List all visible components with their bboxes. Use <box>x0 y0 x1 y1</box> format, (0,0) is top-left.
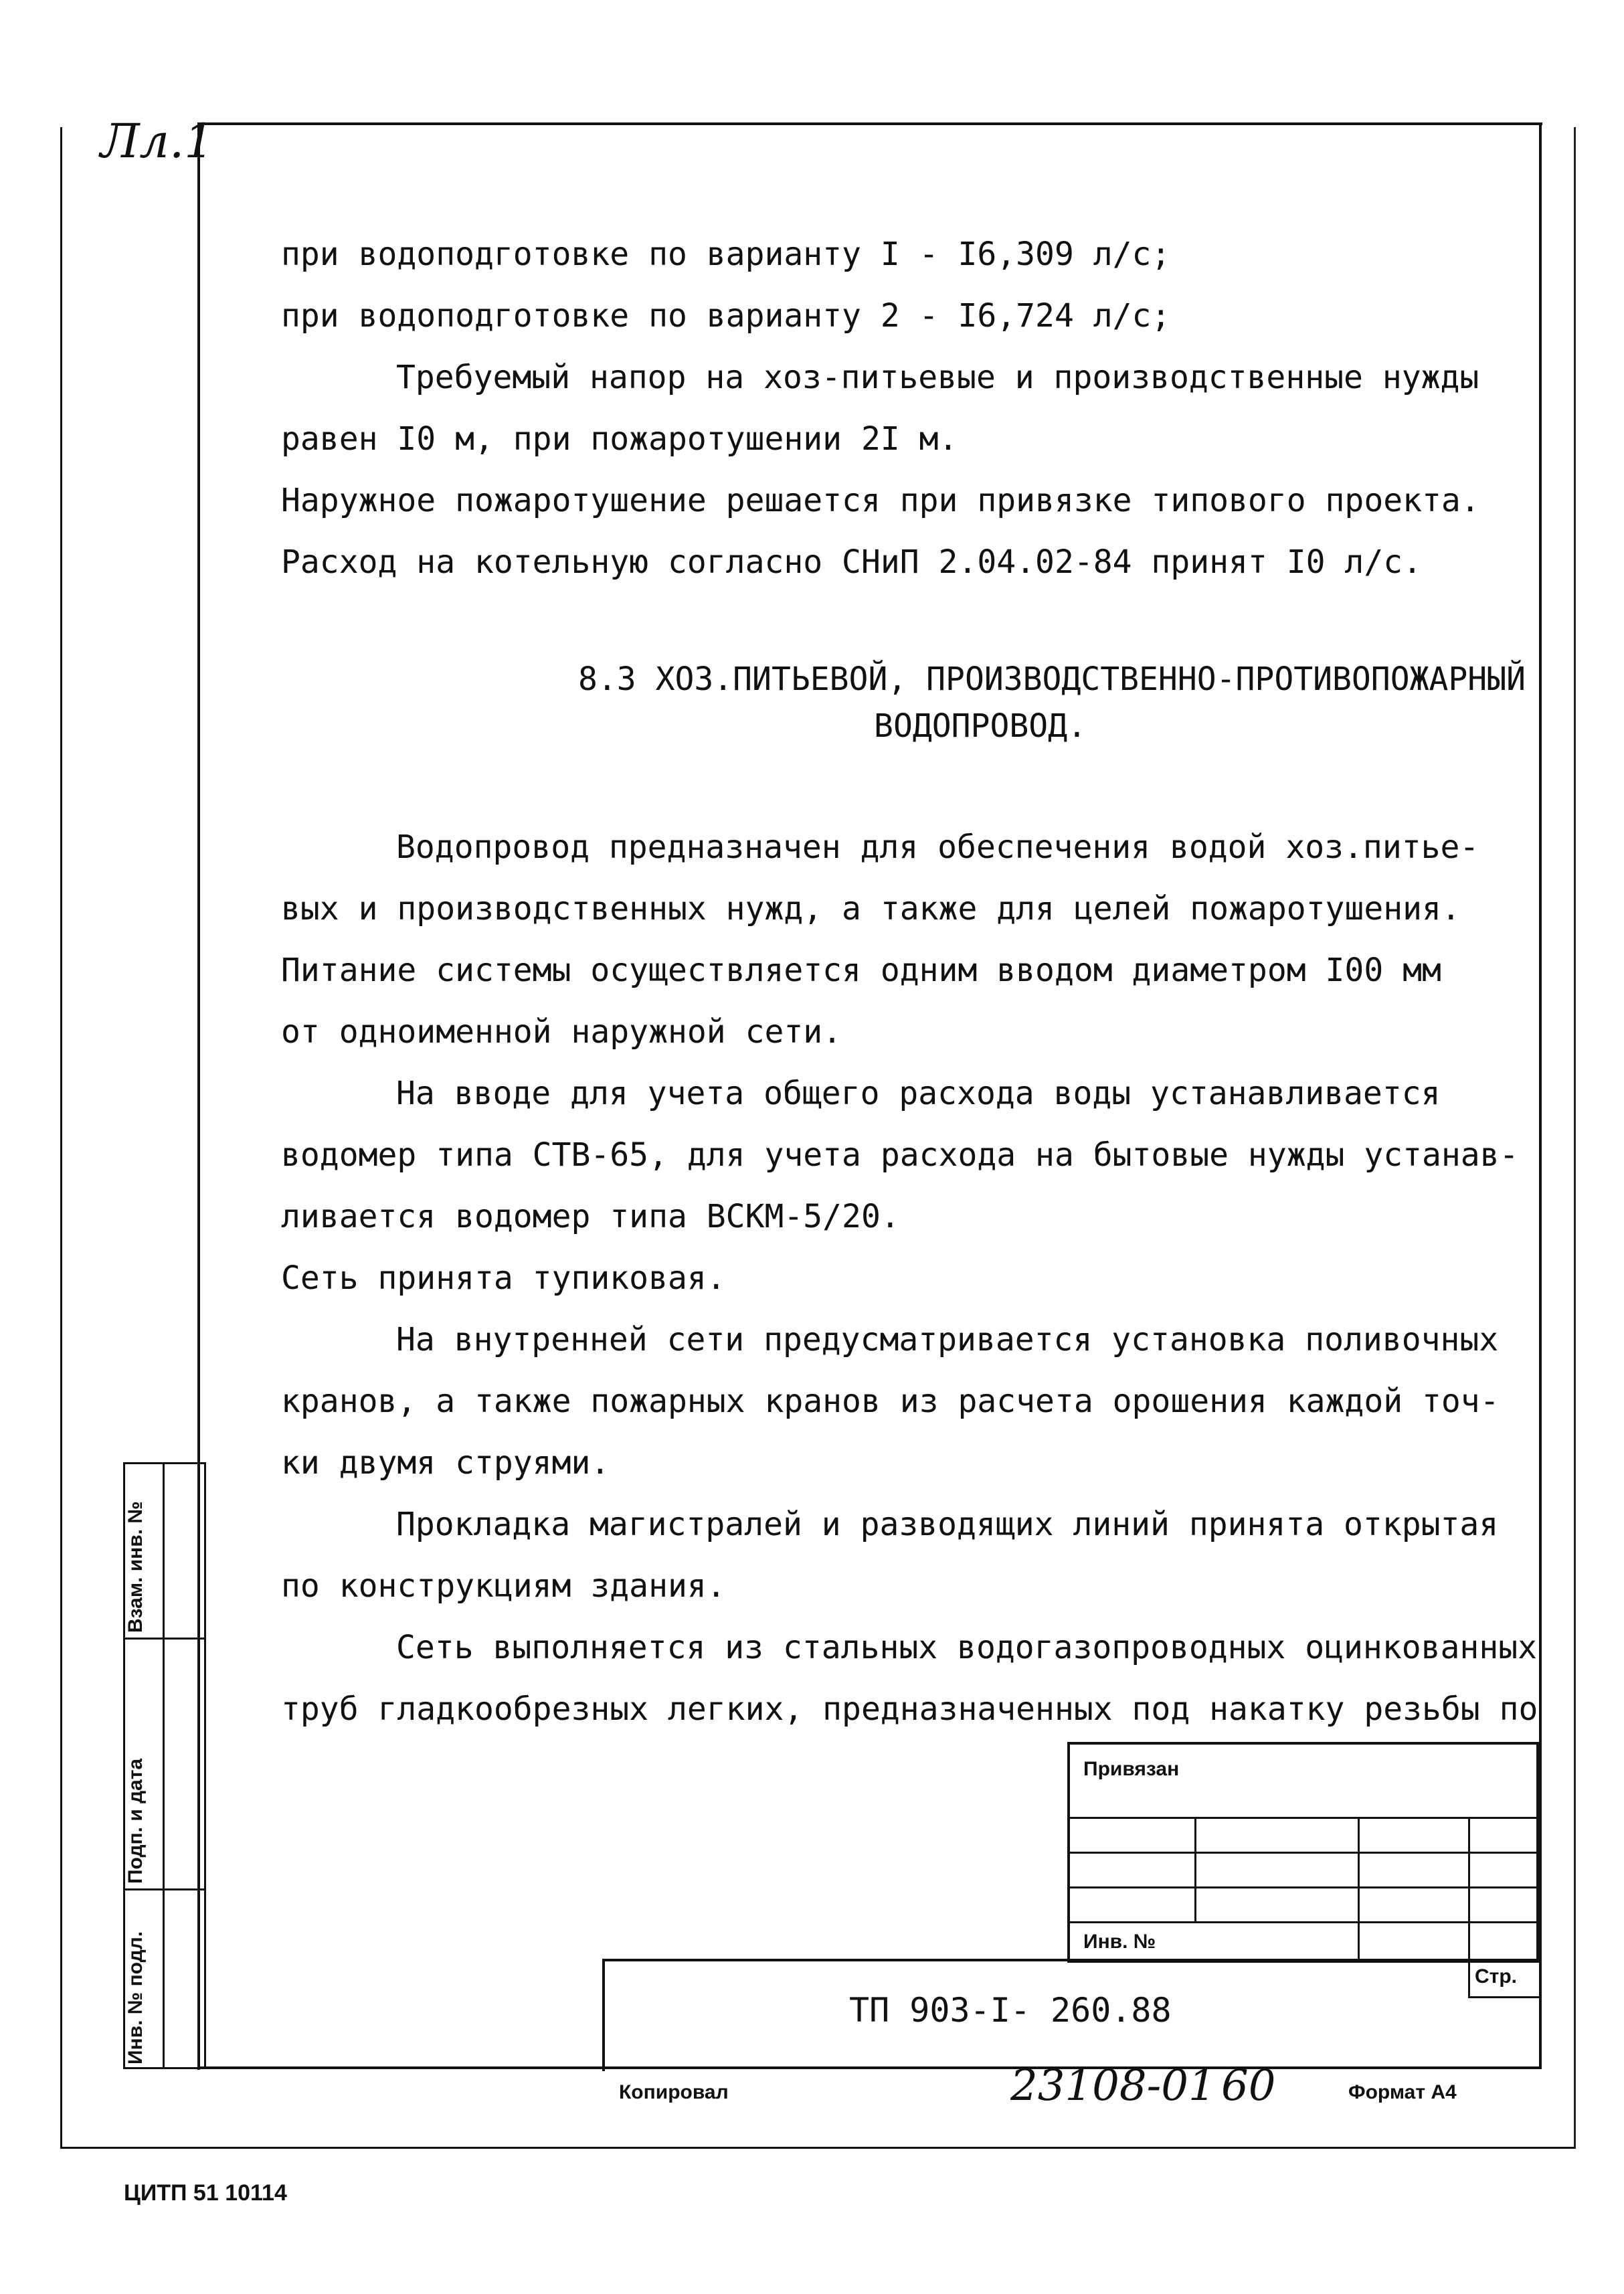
body-line: Сеть принята тупиковая. <box>281 1259 726 1297</box>
body-line: кранов, а также пожарных кранов из расчета орошения каждой точ- <box>281 1383 1500 1420</box>
tb-row <box>1070 1921 1536 1923</box>
side-label-podp: Подп. и дата <box>124 1758 147 1884</box>
body-line: На вводе для учета общего расхода воды устанавливается <box>396 1075 1441 1112</box>
doc-code: ТП 903-I- 260.88 <box>849 1991 1172 2030</box>
tb-col <box>1194 1818 1196 1921</box>
tb-row <box>1070 1817 1536 1819</box>
stamp-divider <box>1468 1961 1470 1996</box>
side-divider <box>163 1640 165 1888</box>
privyazan-label: Привязан <box>1083 1758 1180 1780</box>
body-line: при водоподготовке по варианту I - I6,309 л/с; <box>281 236 1171 273</box>
tb-row <box>1070 1886 1536 1888</box>
kopiroval-label: Копировал <box>619 2081 729 2103</box>
tb-row <box>1070 1852 1536 1854</box>
main-stamp <box>602 1959 1539 2071</box>
order-number: 23108-01 <box>1010 2061 1216 2111</box>
inner-frame-top <box>197 122 1542 125</box>
side-divider <box>163 1890 165 2067</box>
page-label: Стр. <box>1475 1965 1518 1988</box>
body-line: от одноименной наружной сети. <box>281 1013 842 1051</box>
outer-frame-right <box>1574 127 1576 2148</box>
title-block <box>1067 1742 1539 1963</box>
body-line: Требуемый напор на хоз-питьевые и производственные нужды <box>396 359 1479 396</box>
body-line: На внутренней сети предусматривается установка поливочных <box>396 1321 1499 1358</box>
outer-frame-left <box>60 127 62 2148</box>
body-line: ливается водомер типа ВСКМ-5/20. <box>281 1198 900 1235</box>
inv-no-label: Инв. № <box>1083 1931 1156 1953</box>
body-line: Сеть выполняется из стальных водогазопроводных оцинкованных <box>396 1629 1538 1666</box>
body-line: равен I0 м, при пожаротушении 2I м. <box>281 420 958 458</box>
body-line: Прокладка магистралей и разводящих линий принята открытая <box>396 1506 1499 1543</box>
page-number: 60 <box>1221 2061 1276 2111</box>
body-line: Расход на котельную согласно СНиП 2.04.02-84 принят I0 л/с. <box>281 543 1423 581</box>
body-line: по конструкциям здания. <box>281 1567 726 1605</box>
section-heading-line1: 8.3 ХОЗ.ПИТЬЕВОЙ, ПРОИЗВОДСТВЕННО-ПРОТИВОПОЖАРНЫЙ <box>577 660 1526 698</box>
section-heading <box>281 656 1526 749</box>
citp-label: ЦИТП 51 10114 <box>124 2180 287 2206</box>
body-text-main <box>281 816 1538 1740</box>
stamp-divider <box>1468 1996 1539 1998</box>
body-line: вых и производственных нужд, а также для целей пожаротушения. <box>281 890 1461 928</box>
body-line: труб гладкообрезных легких, предназначенных под накатку резьбы по <box>281 1690 1538 1728</box>
side-label-vzam: Взам. инв. № <box>124 1501 147 1633</box>
format-label: Формат А4 <box>1348 2081 1457 2103</box>
side-divider <box>163 1464 165 1638</box>
tb-col <box>1358 1818 1360 1963</box>
body-line: Питание системы осуществляется одним вводом диаметром I00 мм <box>281 952 1441 989</box>
body-line: Наружное пожаротушение решается при привязке типового проекта. <box>281 482 1480 519</box>
body-text-top <box>281 224 1526 593</box>
body-line: водомер типа СТВ-65, для учета расхода на бытовые нужды устанав- <box>281 1136 1519 1174</box>
outer-frame-bottom <box>60 2147 1576 2149</box>
tb-col <box>1468 1818 1470 1963</box>
side-label-inv: Инв. № подл. <box>124 1931 147 2064</box>
body-line: при водоподготовке по варианту 2 - I6,724 л/с; <box>281 297 1171 335</box>
section-heading-line2: ВОДОПРОВОД. <box>874 707 1087 745</box>
sheet-mark: Лл.1 <box>100 114 214 169</box>
body-line: ки двумя струями. <box>281 1444 610 1482</box>
body-line: Водопровод предназначен для обеспечения водой хоз.питье- <box>396 828 1479 866</box>
